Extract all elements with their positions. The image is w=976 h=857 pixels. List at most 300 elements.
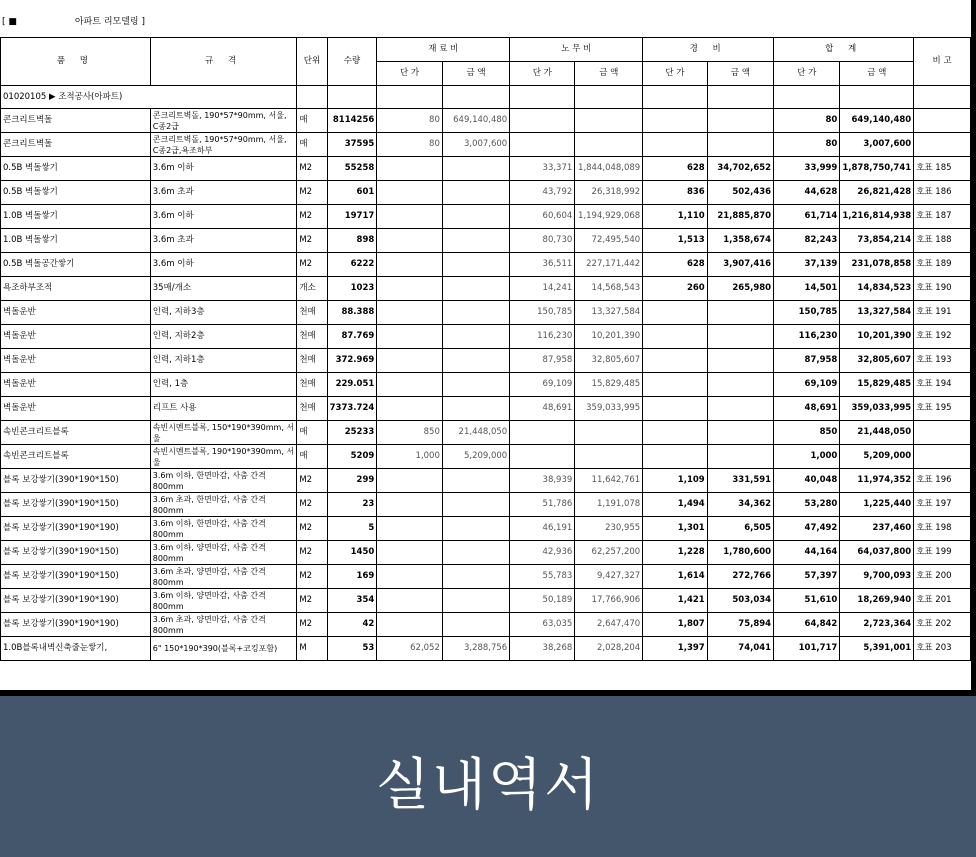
material-unit-price-cell [377,181,443,205]
table-row [1,229,971,253]
remark-cell: 호표 196 [914,469,971,493]
item-spec-cell: 3.6m 이하, 양면마감, 사춤 간격 800mm [150,541,297,565]
expense-amount-cell: 3,907,416 [707,253,773,277]
material-unit-price-cell [377,205,443,229]
item-name-cell: 0.5B 벽돌쌓기 [1,157,151,181]
expense-amount-cell: 21,885,870 [707,205,773,229]
total-unit-price-cell: 850 [774,421,840,445]
item-name-cell: 블록 보강쌓기(390*190*190) [1,613,151,637]
unit-cell: M2 [297,613,327,637]
header-expense-amount: 금 액 [707,62,773,86]
quantity-cell: 8114256 [327,109,377,133]
expense-amount-cell: 502,436 [707,181,773,205]
material-unit-price-cell [377,397,443,421]
unit-cell: 매 [297,133,327,157]
labor-amount-cell: 1,844,048,089 [575,157,643,181]
material-amount-cell [442,493,509,517]
material-amount-cell [442,205,509,229]
expense-unit-price-cell: 628 [643,157,707,181]
expense-unit-price-cell: 1,807 [643,613,707,637]
expense-unit-price-cell: 1,513 [643,229,707,253]
group-label: 01020105 ▶ 조적공사(아파트) [1,86,297,109]
labor-amount-cell: 13,327,584 [575,301,643,325]
labor-unit-price-cell: 63,035 [510,613,575,637]
labor-unit-price-cell: 36,511 [510,253,575,277]
labor-unit-price-cell: 38,939 [510,469,575,493]
total-amount-cell: 1,225,440 [840,493,914,517]
item-name-cell: 1.0B블록내벽신축줄눈쌓기, [1,637,151,661]
expense-amount-cell: 34,702,652 [707,157,773,181]
quantity-cell: 37595 [327,133,377,157]
remark-cell [914,445,971,469]
item-name-cell: 욕조하부조적 [1,277,151,301]
labor-unit-price-cell: 150,785 [510,301,575,325]
labor-unit-price-cell [510,133,575,157]
total-amount-cell: 359,033,995 [840,397,914,421]
unit-cell: M2 [297,181,327,205]
quantity-cell: 6222 [327,253,377,277]
labor-amount-cell: 32,805,607 [575,349,643,373]
total-amount-cell: 5,391,001 [840,637,914,661]
table-row [1,133,971,157]
material-unit-price-cell [377,373,443,397]
remark-cell: 호표 188 [914,229,971,253]
material-amount-cell [442,565,509,589]
table-row [1,493,971,517]
sheet-title-mark: [ ■ [2,17,17,27]
item-name-cell: 속빈콘크리트블록 [1,445,151,469]
material-unit-price-cell [377,565,443,589]
total-unit-price-cell: 48,691 [774,397,840,421]
quantity-cell: 229.051 [327,373,377,397]
quantity-cell: 5209 [327,445,377,469]
labor-amount-cell: 26,318,992 [575,181,643,205]
total-amount-cell: 26,821,428 [840,181,914,205]
total-unit-price-cell: 14,501 [774,277,840,301]
table-row [1,349,971,373]
material-amount-cell: 3,007,600 [442,133,509,157]
labor-amount-cell [575,133,643,157]
quantity-cell: 5 [327,517,377,541]
expense-amount-cell: 74,041 [707,637,773,661]
labor-unit-price-cell: 69,109 [510,373,575,397]
remark-cell [914,133,971,157]
total-unit-price-cell: 101,717 [774,637,840,661]
item-name-cell: 블록 보강쌓기(390*190*150) [1,541,151,565]
header-total-unit-price: 단 가 [774,62,840,86]
quantity-cell: 372.969 [327,349,377,373]
item-name-cell: 1.0B 벽돌쌓기 [1,205,151,229]
expense-amount-cell [707,373,773,397]
material-unit-price-cell: 850 [377,421,443,445]
item-spec-cell: 3.6m 이하 [150,157,297,181]
expense-unit-price-cell: 1,494 [643,493,707,517]
material-unit-price-cell [377,589,443,613]
header-name: 품 명 [1,38,151,86]
total-amount-cell: 231,078,858 [840,253,914,277]
remark-cell [914,421,971,445]
material-amount-cell [442,541,509,565]
sheet-title [2,14,145,27]
header-qty: 수량 [327,38,377,86]
material-unit-price-cell [377,517,443,541]
expense-amount-cell [707,109,773,133]
total-amount-cell: 14,834,523 [840,277,914,301]
header-expense: 경 비 [643,38,774,62]
header-expense-unit-price: 단 가 [643,62,707,86]
labor-amount-cell: 15,829,485 [575,373,643,397]
labor-amount-cell: 10,201,390 [575,325,643,349]
total-amount-cell: 1,878,750,741 [840,157,914,181]
item-spec-cell: 3.6m 이하 [150,253,297,277]
item-spec-cell: 콘크리트벽돌, 190*57*90mm, 서울, C종2급,욕조하부 [150,133,297,157]
labor-unit-price-cell: 33,371 [510,157,575,181]
quantity-cell: 87.769 [327,325,377,349]
item-name-cell: 속빈콘크리트블록 [1,421,151,445]
expense-amount-cell: 503,034 [707,589,773,613]
total-amount-cell: 18,269,940 [840,589,914,613]
total-amount-cell: 11,974,352 [840,469,914,493]
unit-cell: 매 [297,445,327,469]
labor-amount-cell: 17,766,906 [575,589,643,613]
item-name-cell: 벽돌운반 [1,301,151,325]
labor-amount-cell: 230,955 [575,517,643,541]
item-spec-cell: 3.6m 이하, 양면마감, 사춤 간격 800mm [150,589,297,613]
unit-cell: 천매 [297,373,327,397]
remark-cell: 호표 202 [914,613,971,637]
material-amount-cell [442,301,509,325]
header-labor-amount: 금 액 [575,62,643,86]
total-amount-cell: 237,460 [840,517,914,541]
material-amount-cell [442,181,509,205]
item-name-cell: 벽돌운반 [1,397,151,421]
item-spec-cell: 3.6m 초과, 한면마감, 사춤 간격 800mm [150,493,297,517]
expense-amount-cell [707,397,773,421]
remark-cell: 호표 185 [914,157,971,181]
labor-amount-cell: 227,171,442 [575,253,643,277]
item-spec-cell: 인력, 1층 [150,373,297,397]
expense-amount-cell: 272,766 [707,565,773,589]
material-unit-price-cell [377,469,443,493]
expense-amount-cell [707,421,773,445]
item-name-cell: 블록 보강쌓기(390*190*150) [1,565,151,589]
item-spec-cell: 콘크리트벽돌, 190*57*90mm, 서울, C종2급 [150,109,297,133]
total-unit-price-cell: 69,109 [774,373,840,397]
material-unit-price-cell: 80 [377,109,443,133]
quantity-cell: 88.388 [327,301,377,325]
expense-unit-price-cell [643,421,707,445]
remark-cell: 호표 193 [914,349,971,373]
labor-amount-cell [575,445,643,469]
quantity-cell: 55258 [327,157,377,181]
item-spec-cell: 6" 150*190*390(블록+코킹포함) [150,637,297,661]
quantity-cell: 23 [327,493,377,517]
total-amount-cell: 10,201,390 [840,325,914,349]
quantity-cell: 299 [327,469,377,493]
expense-amount-cell [707,349,773,373]
item-name-cell: 블록 보강쌓기(390*190*190) [1,589,151,613]
material-amount-cell [442,469,509,493]
table-row [1,277,971,301]
labor-unit-price-cell [510,109,575,133]
total-amount-cell: 2,723,364 [840,613,914,637]
labor-unit-price-cell: 42,936 [510,541,575,565]
unit-cell: M2 [297,469,327,493]
caption-title: 실내역서 [375,753,601,818]
item-spec-cell: 3.6m 이하, 한면마감, 사춤 간격 800mm [150,517,297,541]
total-amount-cell: 13,327,584 [840,301,914,325]
item-name-cell: 벽돌운반 [1,325,151,349]
item-name-cell: 블록 보강쌓기(390*190*190) [1,517,151,541]
item-spec-cell: 속빈시멘트블록, 150*190*390mm, 서울 [150,421,297,445]
remark-cell: 호표 200 [914,565,971,589]
remark-cell: 호표 190 [914,277,971,301]
labor-amount-cell: 2,647,470 [575,613,643,637]
labor-amount-cell: 72,495,540 [575,229,643,253]
labor-unit-price-cell: 14,241 [510,277,575,301]
table-row [1,445,971,469]
unit-cell: M2 [297,205,327,229]
table-row [1,181,971,205]
remark-cell: 호표 192 [914,325,971,349]
labor-amount-cell: 1,194,929,068 [575,205,643,229]
expense-amount-cell [707,301,773,325]
material-amount-cell [442,229,509,253]
material-amount-cell [442,613,509,637]
unit-cell: M2 [297,517,327,541]
unit-cell: 개소 [297,277,327,301]
total-unit-price-cell: 57,397 [774,565,840,589]
header-labor-unit-price: 단 가 [510,62,575,86]
expense-unit-price-cell: 1,397 [643,637,707,661]
table-row [1,589,971,613]
material-amount-cell: 3,288,756 [442,637,509,661]
material-amount-cell: 21,448,050 [442,421,509,445]
total-unit-price-cell: 80 [774,109,840,133]
material-unit-price-cell [377,253,443,277]
expense-amount-cell: 1,780,600 [707,541,773,565]
header-material-unit-price: 단 가 [377,62,443,86]
quantity-cell: 169 [327,565,377,589]
total-unit-price-cell: 51,610 [774,589,840,613]
labor-amount-cell: 9,427,327 [575,565,643,589]
table-row [1,469,971,493]
expense-unit-price-cell: 1,614 [643,565,707,589]
quantity-cell: 601 [327,181,377,205]
total-amount-cell: 73,854,214 [840,229,914,253]
material-amount-cell [442,157,509,181]
table-row [1,613,971,637]
quantity-cell: 19717 [327,205,377,229]
total-unit-price-cell: 1,000 [774,445,840,469]
item-spec-cell: 3.6m 이하, 한면마감, 사춤 간격 800mm [150,469,297,493]
item-spec-cell: 3.6m 초과, 양면마감, 사춤 간격 800mm [150,565,297,589]
header-total: 합 계 [774,38,914,62]
item-name-cell: 블록 보강쌓기(390*190*150) [1,469,151,493]
expense-unit-price-cell [643,109,707,133]
expense-unit-price-cell [643,133,707,157]
total-unit-price-cell: 61,714 [774,205,840,229]
material-unit-price-cell: 62,052 [377,637,443,661]
labor-amount-cell: 14,568,543 [575,277,643,301]
unit-cell: 매 [297,421,327,445]
item-spec-cell: 3.6m 이하 [150,205,297,229]
table-row [1,301,971,325]
table-row [1,397,971,421]
labor-unit-price-cell: 38,268 [510,637,575,661]
expense-amount-cell [707,445,773,469]
material-amount-cell [442,253,509,277]
expense-unit-price-cell [643,445,707,469]
expense-unit-price-cell [643,301,707,325]
quantity-cell: 25233 [327,421,377,445]
material-amount-cell [442,589,509,613]
remark-cell: 호표 201 [914,589,971,613]
material-unit-price-cell: 1,000 [377,445,443,469]
material-unit-price-cell [377,541,443,565]
material-amount-cell [442,517,509,541]
total-amount-cell: 32,805,607 [840,349,914,373]
table-row [1,325,971,349]
quantity-cell: 1023 [327,277,377,301]
remark-cell: 호표 189 [914,253,971,277]
labor-unit-price-cell [510,445,575,469]
total-unit-price-cell: 116,230 [774,325,840,349]
expense-unit-price-cell: 1,421 [643,589,707,613]
item-spec-cell: 35매/개소 [150,277,297,301]
remark-cell: 호표 199 [914,541,971,565]
labor-amount-cell: 11,642,761 [575,469,643,493]
labor-amount-cell [575,421,643,445]
total-unit-price-cell: 53,280 [774,493,840,517]
unit-cell: 천매 [297,349,327,373]
quantity-cell: 7373.724 [327,397,377,421]
material-unit-price-cell [377,325,443,349]
material-unit-price-cell [377,493,443,517]
material-amount-cell [442,325,509,349]
sheet-title-text: 아파트 리모델링 ] [74,17,145,27]
unit-cell: M2 [297,565,327,589]
material-amount-cell [442,397,509,421]
table-row [1,205,971,229]
item-spec-cell: 인력, 지하3층 [150,301,297,325]
remark-cell: 호표 186 [914,181,971,205]
total-amount-cell: 64,037,800 [840,541,914,565]
quantity-cell: 898 [327,229,377,253]
expense-unit-price-cell [643,349,707,373]
header-unit: 단위 [297,38,327,86]
item-name-cell: 콘크리트벽돌 [1,133,151,157]
remark-cell [914,109,971,133]
expense-unit-price-cell: 1,110 [643,205,707,229]
expense-amount-cell [707,133,773,157]
header-material-amount: 금 액 [442,62,509,86]
total-amount-cell: 21,448,050 [840,421,914,445]
table-row [1,253,971,277]
table-row [1,109,971,133]
item-spec-cell: 3.6m 초과 [150,181,297,205]
labor-unit-price-cell: 46,191 [510,517,575,541]
labor-amount-cell [575,109,643,133]
unit-cell: M2 [297,253,327,277]
remark-cell: 호표 197 [914,493,971,517]
unit-cell: M2 [297,541,327,565]
labor-unit-price-cell: 80,730 [510,229,575,253]
expense-amount-cell: 75,894 [707,613,773,637]
total-unit-price-cell: 44,164 [774,541,840,565]
labor-unit-price-cell: 43,792 [510,181,575,205]
unit-cell: 천매 [297,301,327,325]
table-row [1,157,971,181]
header-material: 재 료 비 [377,38,510,62]
expense-amount-cell [707,325,773,349]
material-unit-price-cell [377,277,443,301]
total-unit-price-cell: 47,492 [774,517,840,541]
estimate-table [0,37,971,661]
total-unit-price-cell: 80 [774,133,840,157]
header-total-amount: 금 액 [840,62,914,86]
expense-amount-cell: 34,362 [707,493,773,517]
remark-cell: 호표 195 [914,397,971,421]
labor-amount-cell: 2,028,204 [575,637,643,661]
labor-unit-price-cell: 87,958 [510,349,575,373]
unit-cell: 천매 [297,397,327,421]
material-unit-price-cell [377,349,443,373]
material-unit-price-cell [377,613,443,637]
material-unit-price-cell: 80 [377,133,443,157]
unit-cell: 천매 [297,325,327,349]
total-unit-price-cell: 33,999 [774,157,840,181]
unit-cell: M2 [297,229,327,253]
quantity-cell: 1450 [327,541,377,565]
remark-cell: 호표 203 [914,637,971,661]
material-unit-price-cell [377,229,443,253]
remark-cell: 호표 187 [914,205,971,229]
expense-unit-price-cell: 260 [643,277,707,301]
labor-amount-cell: 1,191,078 [575,493,643,517]
expense-unit-price-cell: 1,109 [643,469,707,493]
expense-unit-price-cell: 1,301 [643,517,707,541]
unit-cell: 매 [297,109,327,133]
expense-unit-price-cell: 836 [643,181,707,205]
total-unit-price-cell: 44,628 [774,181,840,205]
item-spec-cell: 속빈시멘트블록, 190*190*390mm, 서울 [150,445,297,469]
expense-unit-price-cell [643,325,707,349]
material-amount-cell [442,349,509,373]
quantity-cell: 354 [327,589,377,613]
expense-unit-price-cell: 628 [643,253,707,277]
item-name-cell: 0.5B 벽돌쌓기 [1,181,151,205]
labor-unit-price-cell: 48,691 [510,397,575,421]
expense-amount-cell: 1,358,674 [707,229,773,253]
item-spec-cell: 3.6m 초과 [150,229,297,253]
material-unit-price-cell [377,301,443,325]
labor-unit-price-cell: 51,786 [510,493,575,517]
material-amount-cell: 5,209,000 [442,445,509,469]
item-name-cell: 벽돌운반 [1,349,151,373]
item-spec-cell: 리프트 사용 [150,397,297,421]
labor-unit-price-cell: 55,783 [510,565,575,589]
labor-amount-cell: 359,033,995 [575,397,643,421]
total-amount-cell: 15,829,485 [840,373,914,397]
header-spec: 규 격 [150,38,297,86]
table-row [1,541,971,565]
expense-amount-cell: 265,980 [707,277,773,301]
table-row [1,565,971,589]
unit-cell: M2 [297,589,327,613]
quantity-cell: 53 [327,637,377,661]
unit-cell: M2 [297,157,327,181]
